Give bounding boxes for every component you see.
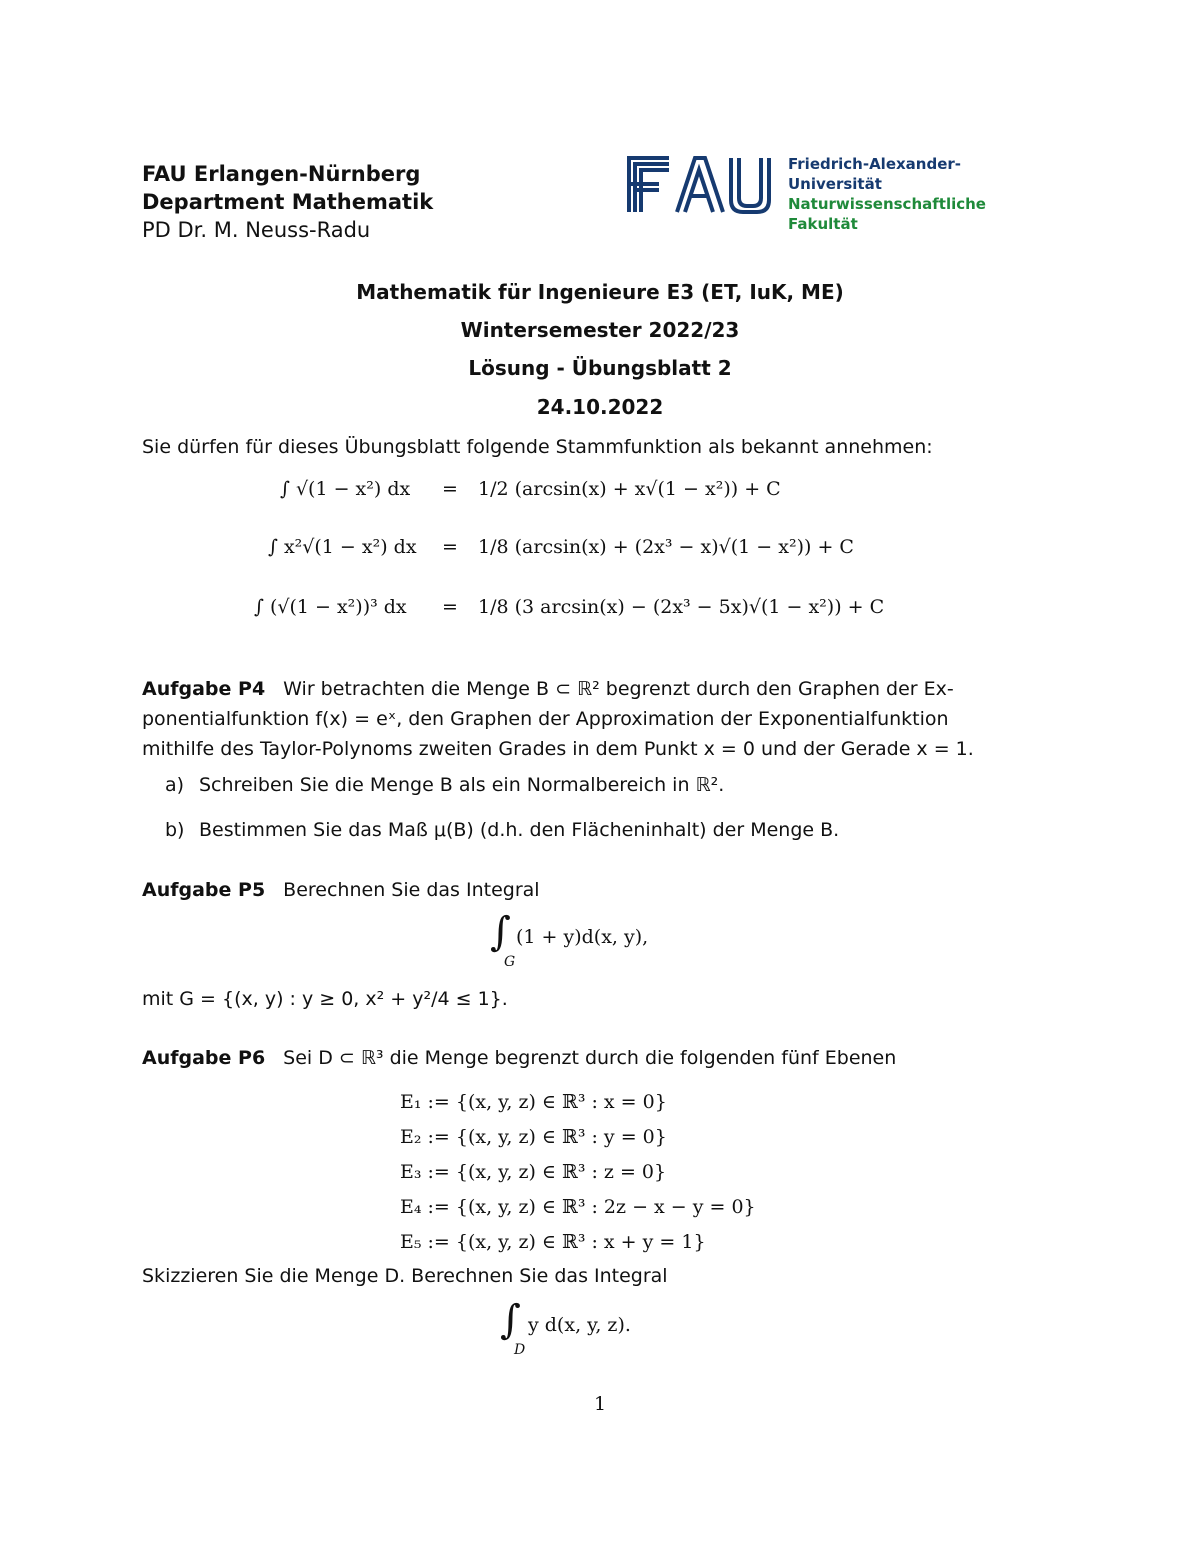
sheet-title: Lösung - Übungsblatt 2 <box>468 356 732 380</box>
antiderivative-rhs: 1/8 (3 arcsin(x) − (2x³ − 5x)√(1 − x²)) + C <box>478 596 885 618</box>
task-p4-text-line1: Wir betrachten die Menge B ⊂ ℝ² begrenzt durch den Graphen der Ex- <box>283 678 954 700</box>
task-p6-integrand: y d(x, y, z). <box>528 1314 631 1336</box>
semester-title: Wintersemester 2022/23 <box>460 318 740 342</box>
task-p4-label: Aufgabe P4 <box>142 678 266 700</box>
task-p5-label: Aufgabe P5 <box>142 879 266 901</box>
task-p6-planes <box>400 1085 756 1260</box>
task-p4-text-line3: mithilfe des Taylor-Polynoms zweiten Grades in dem Punkt x = 0 und der Gerade x = 1. <box>142 738 974 760</box>
plane-equation: E₅ := {(x, y, z) ∈ ℝ³ : x + y = 1} <box>400 1231 706 1253</box>
sheet-date: 24.10.2022 <box>536 395 664 419</box>
logo-faculty-name: Naturwissenschaftliche Fakultät <box>788 195 986 233</box>
fau-logo <box>625 152 1035 233</box>
fau-logo-mark <box>625 152 775 216</box>
antiderivative-lhs: ∫ √(1 − x²) dx <box>280 478 411 500</box>
antiderivative-table <box>250 470 950 644</box>
antiderivative-rhs: 1/2 (arcsin(x) + x√(1 − x²)) + C <box>478 478 781 500</box>
task-p6 <box>142 1043 896 1073</box>
plane-equation: E₃ := {(x, y, z) ∈ ℝ³ : z = 0} <box>400 1161 667 1183</box>
task-p6-integral <box>500 1297 631 1358</box>
task-p5-condition: mit G = {(x, y) : y ≥ 0, x² + y²/4 ≤ 1}. <box>142 988 508 1010</box>
integral-sign-icon: ∫ <box>500 1297 521 1343</box>
task-p6-domain: D <box>514 1342 526 1358</box>
lecturer-name: PD Dr. M. Neuss-Radu <box>142 218 371 242</box>
antiderivative-row: ∫ (√(1 − x²))³ dx = 1/8 (3 arcsin(x) − (2x³ − 5x)√(1 − x²)) + C <box>254 596 885 618</box>
antiderivative-rhs: 1/8 (arcsin(x) + (2x³ − x)√(1 − x²)) + C <box>478 536 854 558</box>
plane-equation: E₄ := {(x, y, z) ∈ ℝ³ : 2z − x − y = 0} <box>400 1196 756 1218</box>
task-p5 <box>142 875 540 905</box>
plane-equation: E₂ := {(x, y, z) ∈ ℝ³ : y = 0} <box>400 1126 667 1148</box>
antiderivative-row: ∫ x²√(1 − x²) dx = 1/8 (arcsin(x) + (2x³ − x)√(1 − x²)) + C <box>268 536 854 558</box>
task-p6-sketch-text: Skizzieren Sie die Menge D. Berechnen Sie das Integral <box>142 1265 668 1287</box>
task-p5-integrand: (1 + y)d(x, y), <box>516 926 649 948</box>
antiderivative-lhs: ∫ x²√(1 − x²) dx <box>268 536 417 558</box>
task-p6-label: Aufgabe P6 <box>142 1047 266 1069</box>
task-p4-part-b-text: Bestimmen Sie das Maß μ(B) (d.h. den Flächeninhalt) der Menge B. <box>199 819 840 841</box>
integral-sign-icon: ∫ <box>490 909 511 955</box>
institution-name: FAU Erlangen-Nürnberg <box>142 162 421 186</box>
task-p5-domain: G <box>504 954 516 970</box>
intro-text: Sie dürfen für dieses Übungsblatt folgende Stammfunktion als bekannt annehmen: <box>142 436 933 458</box>
task-p5-text: Berechnen Sie das Integral <box>283 879 540 901</box>
task-p4-part-a-text: Schreiben Sie die Menge B als ein Normalbereich in ℝ². <box>199 774 725 796</box>
task-p4-text-line2: ponentialfunktion f(x) = eˣ, den Graphen der Approximation der Exponentialfunktion <box>142 708 949 730</box>
task-p4-part-a-label: a) <box>165 774 185 796</box>
antiderivative-row: ∫ √(1 − x²) dx = 1/2 (arcsin(x) + x√(1 − x²)) + C <box>280 478 781 500</box>
task-p4-part-a <box>165 770 724 800</box>
task-p4-part-b-label: b) <box>165 819 185 841</box>
antiderivative-lhs: ∫ (√(1 − x²))³ dx <box>254 596 407 618</box>
task-p5-integral <box>490 909 649 970</box>
task-p4-part-b <box>165 815 839 845</box>
task-p6-text: Sei D ⊂ ℝ³ die Menge begrenzt durch die folgenden fünf Ebenen <box>283 1047 897 1069</box>
page-number: 1 <box>593 1393 607 1415</box>
course-title: Mathematik für Ingenieure E3 (ET, IuK, ME) <box>356 280 844 304</box>
department-name: Department Mathematik <box>142 190 434 214</box>
plane-equation: E₁ := {(x, y, z) ∈ ℝ³ : x = 0} <box>400 1091 667 1113</box>
logo-university-name: Friedrich-Alexander-Universität <box>788 155 962 193</box>
task-p4 <box>142 674 1062 764</box>
